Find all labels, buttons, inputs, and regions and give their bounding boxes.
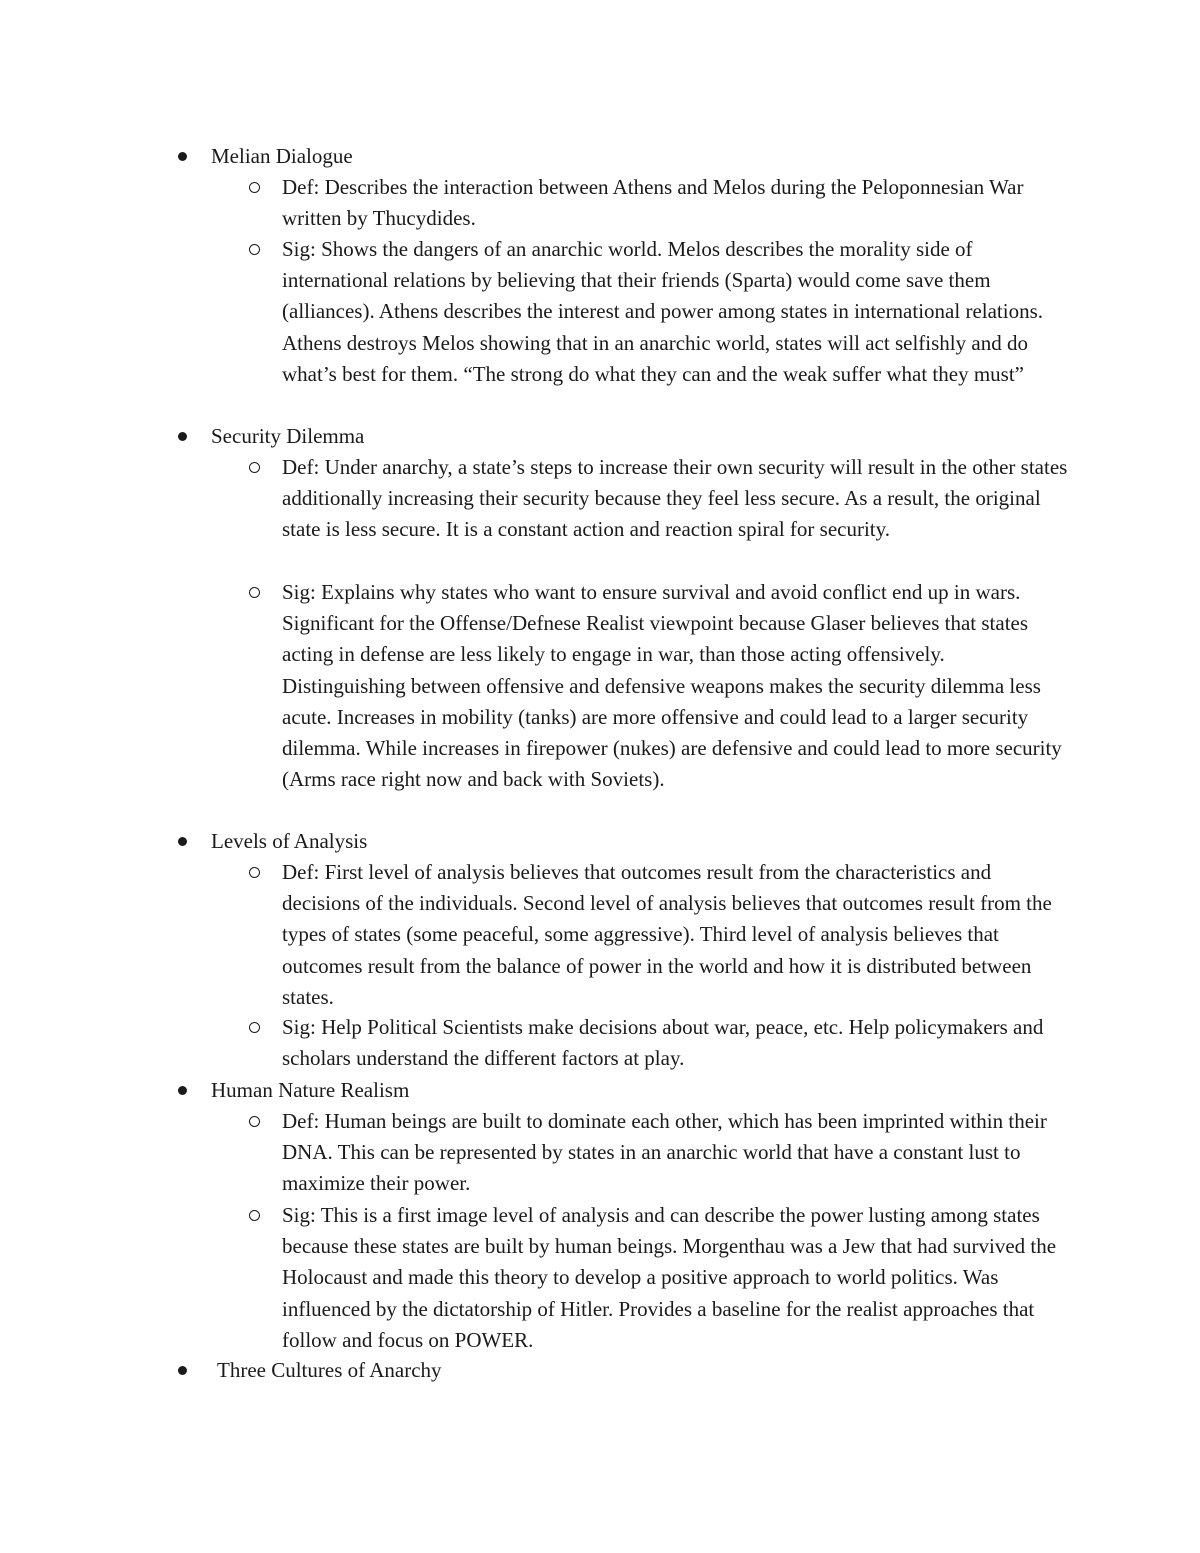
bullet-icon [178,432,187,441]
hollow-bullet-icon [249,1116,260,1127]
topic-title: Levels of Analysis [211,829,368,853]
hollow-bullet-icon [249,244,260,255]
topic-title: Three Cultures of Anarchy [217,1358,442,1382]
bullet-icon [178,837,187,846]
sub-item-text: Def: First level of analysis believes that outcomes result from the characteristics and decisions of the individuals. Second level of analysis believes that outcomes result from the types of states (some peaceful, some aggressive). Third level of analysis believes that outcomes result from the balance of power in the world and how it is distributed between states. [282,860,1052,1009]
sub-item-text: Sig: Help Political Scientists make decisions about war, peace, etc. Help policymakers and scholars understand the different factors at play. [282,1015,1044,1071]
sub-item-text: Sig: Shows the dangers of an anarchic world. Melos describes the morality side of international relations by believing that their friends (Sparta) would come save them (alliances). Athens describes the interest and power among states in international relations. Athens destroys Melos showing that in an anarchic world, states will act selfishly and do what’s best for them. “The strong do what they can and the weak suffer what they must” [282,237,1044,386]
sub-item-text: Def: Human beings are built to dominate each other, which has been imprinted within their DNA. This can be represented by states in an anarchic world that have a constant lust to maximize their power. [282,1109,1047,1196]
topic-title: Security Dilemma [211,424,365,448]
sub-item-text: Def: Under anarchy, a state’s steps to increase their own security will result in the other states additionally increasing their security because they feel less secure. As a result, the original state is less secure. It is a constant action and reaction spiral for security. [282,455,1068,542]
sub-item-text: Def: Describes the interaction between Athens and Melos during the Peloponnesian War written by Thucydides. [282,175,1024,231]
hollow-bullet-icon [249,1210,260,1221]
topic-title: Melian Dialogue [211,144,353,168]
bullet-icon [178,1086,187,1095]
topic-title: Human Nature Realism [211,1078,410,1102]
bullet-icon [178,152,187,161]
hollow-bullet-icon [249,462,260,473]
hollow-bullet-icon [249,587,260,598]
sub-item-text: Sig: This is a first image level of analysis and can describe the power lusting among states because these states are built by human beings. Morgenthau was a Jew that had survived the Holocaust and made this theory to develop a positive approach to world politics. Was influenced by the dictatorship of Hitler. Provides a baseline for the realist approaches that follow and focus on POWER. [282,1203,1057,1352]
hollow-bullet-icon [249,867,260,878]
hollow-bullet-icon [249,1022,260,1033]
bullet-icon [178,1366,187,1375]
sub-item-text: Sig: Explains why states who want to ensure survival and avoid conflict end up in wars. Significant for the Offense/Defnese Realist viewpoint because Glaser believes that states acting in defense are less likely to engage in war, than those acting offensively. Distinguishing between offensive and defensive weapons makes the security dilemma less acute. Increases in mobility (tanks) are more offensive and could lead to a larger security dilemma. While increases in firepower (nukes) are defensive and could lead to more security (Arms race right now and back with Soviets). [282,580,1062,792]
hollow-bullet-icon [249,182,260,193]
